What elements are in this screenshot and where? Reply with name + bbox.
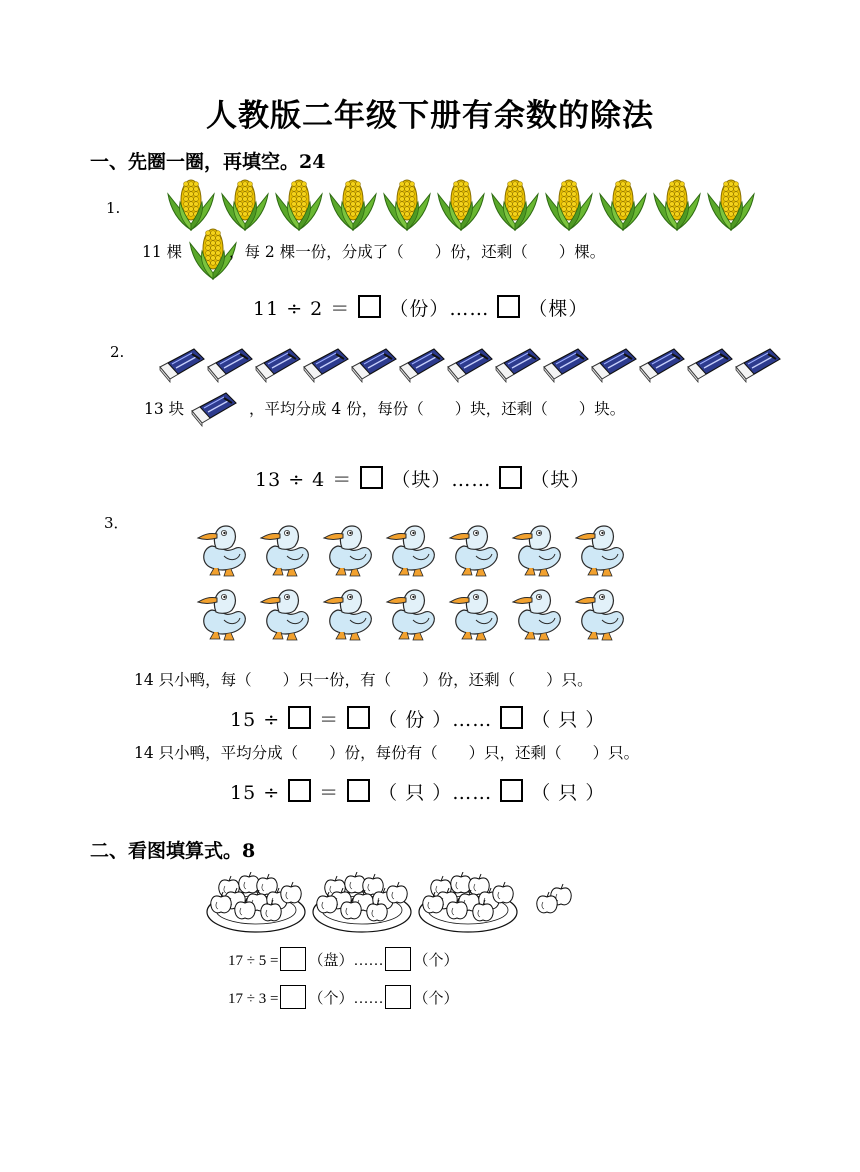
answer-box[interactable] [360,466,383,489]
duck-icon [257,582,313,642]
q3-number: 3． [104,514,129,532]
q3-eq2-left: 15 ÷ [230,782,281,804]
duck-icon [194,518,250,578]
eraser-icon [158,345,206,383]
eraser-icon [542,345,590,383]
corn-icon [382,176,432,232]
duck-icon [572,518,628,578]
eraser-icon [686,345,734,383]
duck-icon [257,518,313,578]
q1-text-before: 11 棵 [142,243,183,261]
eraser-icon [638,345,686,383]
s2-eq2-unit2: （个） [413,991,459,1007]
corn-icon [328,176,378,232]
duck-icon [446,582,502,642]
eraser-icon [446,345,494,383]
answer-box[interactable] [497,295,520,318]
corn-icon [490,176,540,232]
q1-eq-right: （棵） [528,298,589,320]
duck-icon [509,518,565,578]
section-2-heading: 二、看图填算式。8 [90,840,256,862]
s2-equation-2 [228,985,458,1009]
s2-eq1-left: 17 ÷ 5 = [228,953,279,969]
q2-eq-left: 13 ÷ 4 ＝ [255,469,353,491]
eraser-icon [350,345,398,383]
corn-icon [598,176,648,232]
answer-box[interactable] [385,985,411,1009]
corn-row [166,176,760,232]
eraser-icon [206,345,254,383]
corn-icon [706,176,756,232]
corn-icon [166,176,216,232]
corn-icon [220,176,270,232]
duck-icon [509,582,565,642]
answer-box[interactable] [358,295,381,318]
duck-row-2 [194,582,635,642]
apple-plate-icon [205,872,307,934]
answer-box[interactable] [500,706,523,729]
eraser-icon [734,345,782,383]
q3-eq1-left: 15 ÷ [230,709,281,731]
q3-eq2-unit1: （ 只 ）…… [378,782,493,804]
eraser-row [158,345,782,383]
q3-line2: 14 只小鸭，平均分成（ ）份，每份有（ ）只，还剩（ ）只。 [134,744,640,762]
answer-box[interactable] [280,947,306,971]
answer-box[interactable] [288,706,311,729]
q3-eq1-mid: ＝ [319,709,340,731]
s2-eq2-unit1: （个）…… [308,991,384,1007]
s2-equation-1 [228,947,458,971]
q1-number: 1. [106,199,121,217]
duck-icon [320,582,376,642]
corn-icon [652,176,702,232]
answer-box[interactable] [347,706,370,729]
eraser-icon [590,345,638,383]
page-title: 人教版二年级下册有余数的除法 [206,98,654,134]
duck-icon [383,518,439,578]
q3-line1: 14 只小鸭，每（ ）只一份，有（ ）份，还剩（ ）只。 [134,671,593,689]
duck-icon [320,518,376,578]
q3-eq2-unit2: （ 只 ） [531,782,606,804]
duck-row-1 [194,518,635,578]
corn-icon [436,176,486,232]
section-1-heading: 一、先圈一圈，再填空。24 [90,151,326,173]
duck-icon [572,582,628,642]
apple-icon [531,880,581,920]
q3-eq2-mid: ＝ [319,782,340,804]
eraser-icon [398,345,446,383]
q2-text-before: 13 块 [144,400,185,418]
eraser-icon [494,345,542,383]
q1-equation [253,294,588,321]
answer-box[interactable] [499,466,522,489]
apple-plates-row [205,872,581,934]
q3-eq1-unit1: （ 份 ）…… [378,709,493,731]
corn-icon [544,176,594,232]
q2-eq-mid: （块）…… [391,469,492,491]
eraser-icon [254,345,302,383]
answer-box[interactable] [288,779,311,802]
q3-equation-2 [230,778,605,805]
q2-number: 2. [110,343,125,361]
q3-eq1-unit2: （ 只 ） [531,709,606,731]
apple-plate-icon [417,872,519,934]
q1-eq-mid: （份）…… [389,298,490,320]
duck-icon [446,518,502,578]
q2-text-after: ，平均分成 4 份，每份（ ）块，还剩（ ）块。 [249,400,626,418]
duck-icon [383,582,439,642]
answer-box[interactable] [347,779,370,802]
s2-eq1-unit2: （个） [413,953,459,969]
eraser-icon [190,389,238,427]
s2-eq1-unit1: （盘）…… [308,953,384,969]
eraser-icon [302,345,350,383]
q3-equation-1 [230,705,605,732]
answer-box[interactable] [500,779,523,802]
corn-icon [274,176,324,232]
answer-box[interactable] [280,985,306,1009]
duck-icon [194,582,250,642]
q1-text-after: ，每 2 棵一份，分成了（ ）份，还剩（ ）棵。 [229,243,606,261]
answer-box[interactable] [385,947,411,971]
q1-eq-left: 11 ÷ 2 ＝ [253,298,351,320]
q2-equation [255,465,590,492]
s2-eq2-left: 17 ÷ 3 = [228,991,279,1007]
apple-plate-icon [311,872,413,934]
q2-eq-right: （块） [530,469,591,491]
